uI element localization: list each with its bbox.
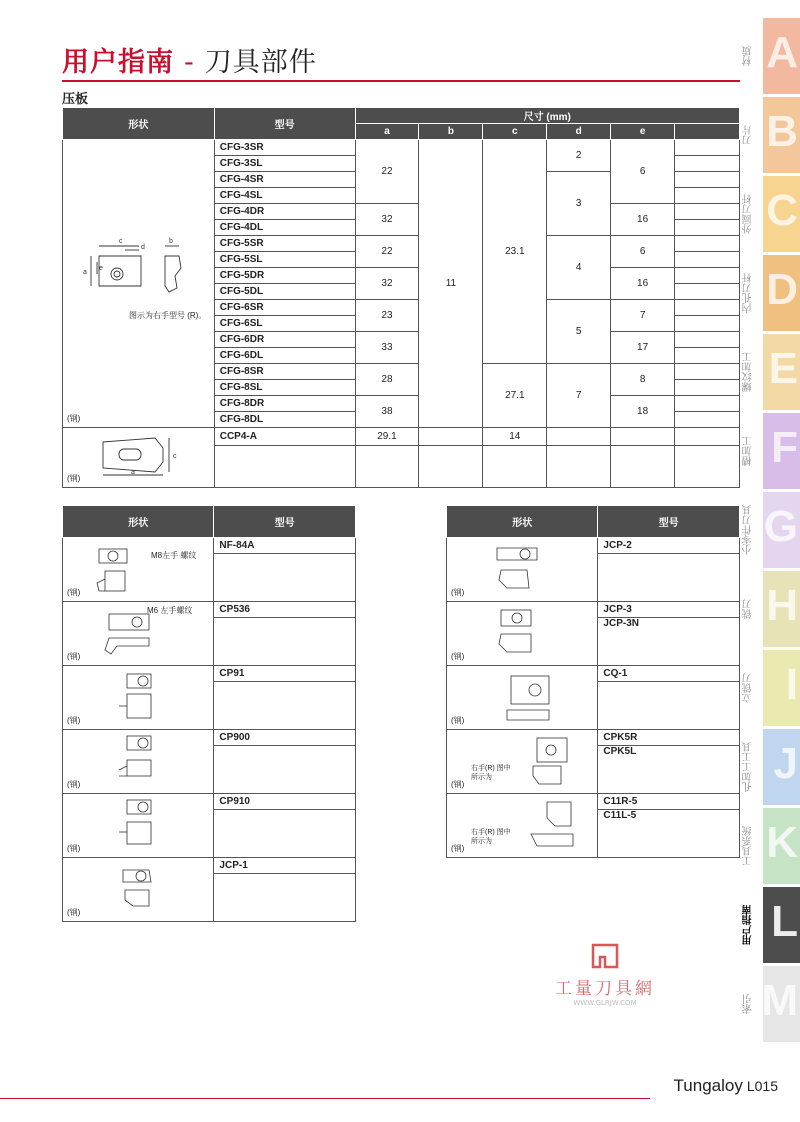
tab-label: 刀片 <box>743 125 754 145</box>
material-steel: (钢) <box>67 474 81 483</box>
svg-text:c: c <box>119 238 123 245</box>
right-parts-table <box>446 505 740 858</box>
model-cell: CFG-6SR <box>214 300 355 316</box>
tab-a[interactable] <box>743 18 800 94</box>
tab-letter: K <box>766 818 798 867</box>
cq1-drawing <box>493 670 573 726</box>
tab-d[interactable] <box>743 255 800 331</box>
c-cell: 23.1 <box>483 140 547 364</box>
material-steel: (钢) <box>67 716 81 725</box>
model-cell: NF-84A <box>214 538 356 554</box>
tab-h[interactable] <box>743 571 800 647</box>
section-title: 压板 <box>62 92 89 107</box>
model-cell: CFG-5SR <box>214 236 355 252</box>
nf84a-drawing <box>91 541 191 597</box>
page-number: L015 <box>746 1078 778 1094</box>
material-steel: (钢) <box>451 652 465 661</box>
tab-label: 铣刀 <box>743 599 754 619</box>
col-model: 型号 <box>598 506 740 538</box>
hand-note: 右手(R) 图中所示为 <box>471 829 511 845</box>
model-cell: CQ-1 <box>598 666 740 682</box>
col-shape: 形状 <box>63 506 214 538</box>
material-steel: (钢) <box>451 588 465 597</box>
model-cell: CFG-8DR <box>214 396 355 412</box>
model-cell: C11R-5 <box>598 794 740 810</box>
material-steel: (钢) <box>67 652 81 661</box>
col-shape: 形状 <box>63 108 215 140</box>
col-dims: 尺寸 (mm) <box>355 108 739 124</box>
part-figure-cell <box>63 602 214 666</box>
cpk5-drawing <box>511 734 591 790</box>
tab-c[interactable] <box>743 176 800 252</box>
tab-label: 外圆刀杆 <box>743 194 754 234</box>
material-steel: (钢) <box>451 780 465 789</box>
svg-text:d: d <box>141 244 145 251</box>
col-c: c <box>483 124 547 140</box>
ccp-figure-cell <box>63 428 215 488</box>
a-cell: 33 <box>355 332 419 364</box>
tab-letter: F <box>771 423 798 472</box>
model-cell: CP900 <box>214 730 356 746</box>
thread-label: M6 左手螺纹 <box>147 606 193 615</box>
tab-label: 内孔刀杆 <box>743 273 754 313</box>
model-cell: CFG-4DR <box>214 204 355 220</box>
d-cell: 2 <box>547 140 611 172</box>
brand-name: Tungaloy <box>673 1076 743 1095</box>
a-cell: 32 <box>355 204 419 236</box>
part-figure-cell <box>447 666 598 730</box>
model-cell: CFG-6DL <box>214 348 355 364</box>
b-cell: 11 <box>419 140 483 428</box>
model-cell: JCP-2 <box>598 538 740 554</box>
material-steel: (钢) <box>451 844 465 853</box>
cfg-clamp-drawing <box>79 228 199 303</box>
tab-letter: C <box>766 186 798 235</box>
hand-note: 右手(R) 图中所示为 <box>471 765 511 781</box>
col-e: e <box>611 124 675 140</box>
tab-e[interactable] <box>743 334 800 410</box>
d-cell: 3 <box>547 172 611 236</box>
col-a: a <box>355 124 419 140</box>
model-cell: C11L-5 <box>598 810 740 858</box>
tab-letter: G <box>763 502 798 551</box>
tab-letter: M <box>761 976 798 1025</box>
part-figure-cell <box>447 538 598 602</box>
model-cell: CFG-8SL <box>214 380 355 396</box>
col-extra <box>675 124 740 140</box>
cp900-drawing <box>113 732 183 790</box>
model-cell: CP91 <box>214 666 356 682</box>
watermark: 工量刀具網 WWW.GLRJW.COM <box>540 942 670 1007</box>
svg-text:b: b <box>169 238 173 245</box>
c11-drawing <box>511 798 595 854</box>
tab-label: 槽加工 <box>743 436 754 466</box>
clamp-table <box>62 107 740 488</box>
tab-letter: E <box>768 344 798 393</box>
svg-text:e: e <box>99 265 103 272</box>
right-hand-note: 图示为右手型号 (R)。 <box>129 311 207 320</box>
footer <box>674 1076 778 1096</box>
model-cell: CFG-4SL <box>214 188 355 204</box>
model-cell: CFG-5SL <box>214 252 355 268</box>
tab-label: 材质 <box>743 46 754 66</box>
col-model: 型号 <box>214 506 356 538</box>
tab-g[interactable] <box>743 492 800 568</box>
a-cell: 22 <box>355 140 419 204</box>
svg-text:c: c <box>173 453 177 460</box>
svg-text:a: a <box>83 269 87 276</box>
a-cell: 28 <box>355 364 419 396</box>
col-b: b <box>419 124 483 140</box>
e-cell: 16 <box>611 204 675 236</box>
a-cell: 32 <box>355 268 419 300</box>
model-cell: CFG-8DL <box>214 412 355 428</box>
svg-text:a: a <box>131 469 135 476</box>
material-steel: (钢) <box>67 588 81 597</box>
tab-label: 立铣刀 <box>743 673 754 703</box>
tab-m[interactable] <box>743 966 800 1042</box>
footer-rule <box>0 1098 650 1099</box>
tab-f[interactable] <box>743 413 800 489</box>
tab-i[interactable] <box>743 650 800 726</box>
jcp3-drawing <box>487 606 567 662</box>
d-cell: 5 <box>547 300 611 364</box>
model-cell: JCP-3 <box>598 602 740 618</box>
cp910-drawing <box>113 796 183 854</box>
tab-k[interactable] <box>743 808 800 884</box>
col-shape: 形状 <box>447 506 598 538</box>
d-cell: 4 <box>547 236 611 300</box>
model-cell: JCP-1 <box>214 858 356 874</box>
part-figure-cell <box>63 730 214 794</box>
material-steel: (钢) <box>67 908 81 917</box>
model-cell: CPK5L <box>598 746 740 794</box>
model-cell: CFG-8SR <box>214 364 355 380</box>
model-cell: CCP4-A <box>214 428 355 446</box>
part-figure-cell <box>63 666 214 730</box>
a-cell: 22 <box>355 236 419 268</box>
a-cell: 38 <box>355 396 419 428</box>
a-cell: 29.1 <box>355 428 419 446</box>
part-figure-cell <box>63 538 214 602</box>
tab-label: 索引 <box>743 994 754 1014</box>
c-cell: 27.1 <box>483 364 547 428</box>
tab-letter: A <box>766 28 798 77</box>
jcp2-drawing <box>487 542 567 598</box>
tab-label: 用户指南 <box>743 905 754 945</box>
e-cell: 17 <box>611 332 675 364</box>
tab-label: 孔加工工具 <box>743 742 754 792</box>
model-cell: CPK5R <box>598 730 740 746</box>
tab-letter: I <box>785 660 798 709</box>
tab-letter: B <box>766 107 798 156</box>
page-title: 用户指南 - 刀具部件 <box>62 47 317 78</box>
tab-letter: D <box>766 265 798 314</box>
tab-label: 工具系统 <box>743 826 754 866</box>
tab-label: 小零件刀具 <box>743 505 754 555</box>
d-cell: 7 <box>547 364 611 428</box>
model-cell: CFG-6SL <box>214 316 355 332</box>
model-cell: CFG-4DL <box>214 220 355 236</box>
tab-letter: H <box>766 581 798 630</box>
part-figure-cell <box>447 730 598 794</box>
tab-label: 螺纹加工 <box>743 352 754 392</box>
material-steel: (钢) <box>67 844 81 853</box>
tab-letter: L <box>771 897 798 946</box>
tab-l[interactable] <box>743 887 800 963</box>
tab-b[interactable] <box>743 97 800 173</box>
col-model: 型号 <box>214 108 355 140</box>
tab-j[interactable] <box>743 729 800 805</box>
material-steel: (钢) <box>451 716 465 725</box>
e-cell: 6 <box>611 236 675 268</box>
left-parts-table <box>62 505 356 922</box>
a-cell: 23 <box>355 300 419 332</box>
jcp1-drawing <box>113 862 183 916</box>
cp91-drawing <box>113 670 183 726</box>
model-cell: CFG-3SR <box>214 140 355 156</box>
watermark-logo <box>590 942 620 970</box>
material-steel: (钢) <box>67 780 81 789</box>
model-cell: CP910 <box>214 794 356 810</box>
model-cell: CP536 <box>214 602 356 618</box>
col-d: d <box>547 124 611 140</box>
e-cell: 6 <box>611 140 675 204</box>
e-cell: 7 <box>611 300 675 332</box>
model-cell: CFG-5DR <box>214 268 355 284</box>
c-cell: 14 <box>483 428 547 446</box>
thread-label: M8左手 螺纹 <box>151 551 197 560</box>
ccp-clamp-drawing <box>93 434 193 476</box>
model-cell: CFG-3SL <box>214 156 355 172</box>
part-figure-cell <box>447 602 598 666</box>
cfg-figure-cell <box>63 140 215 428</box>
model-cell: CFG-5DL <box>214 284 355 300</box>
part-figure-cell <box>63 858 214 922</box>
model-cell: CFG-6DR <box>214 332 355 348</box>
material-steel: (钢) <box>67 414 81 423</box>
part-figure-cell <box>63 794 214 858</box>
tab-letter: J <box>773 739 798 788</box>
part-figure-cell <box>447 794 598 858</box>
model-cell: CFG-4SR <box>214 172 355 188</box>
e-cell: 8 <box>611 364 675 396</box>
model-cell: JCP-3N <box>598 618 740 666</box>
header-rule <box>62 80 740 82</box>
e-cell: 16 <box>611 268 675 300</box>
e-cell: 18 <box>611 396 675 428</box>
